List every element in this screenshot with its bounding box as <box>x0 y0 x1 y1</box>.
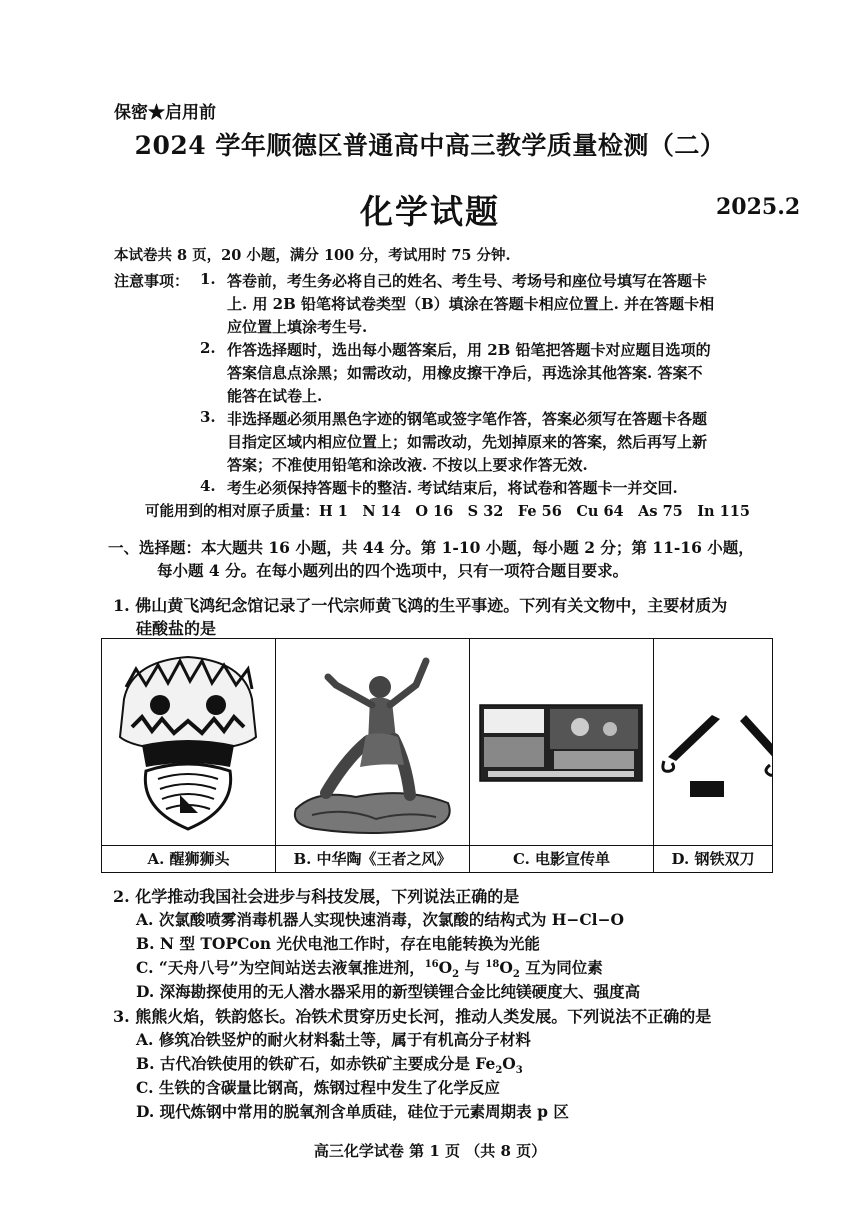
q2-option-d: D. 深海勘探使用的无人潜水器采用的新型镁锂合金比纯镁硬度大、强度高 <box>136 982 641 1001</box>
q1-caption-a: A. 醒狮狮头 <box>102 845 275 872</box>
q3-option-c: C. 生铁的含碳量比钢高，炼钢过程中发生了化学反应 <box>136 1078 500 1097</box>
page-footer: 高三化学试卷 第 1 页 （共 8 页） <box>313 1142 547 1160</box>
q1-caption-b: B. 中华陶《王者之风》 <box>276 845 469 872</box>
q1-stem-line-2: 硅酸盐的是 <box>136 619 217 638</box>
q3-option-b-text: B. 古代冶铁使用的铁矿石，如赤铁矿主要成分是 Fe <box>136 1054 496 1073</box>
isotope-16-symbol: O <box>438 958 453 977</box>
notice-item-2-line-3: 能答在试卷上. <box>227 387 323 405</box>
q1-caption-c: C. 电影宣传单 <box>470 845 653 872</box>
isotope-18-mass: 18 <box>485 958 500 970</box>
film-poster-image <box>470 639 652 846</box>
q3-option-d: D. 现代炼钢中常用的脱氧剂含单质硅，硅位于元素周期表 p 区 <box>136 1102 569 1121</box>
subject-title: 化学试题 <box>360 192 500 231</box>
lion-head-image <box>102 639 274 846</box>
q3-option-b <box>136 1052 523 1076</box>
q2-option-c-text-3: 互为同位素 <box>519 958 603 977</box>
notice-item-1-num: 1. <box>200 270 216 288</box>
q1-caption-d: D. 钢铁双刀 <box>654 845 772 872</box>
exam-title: 2024 学年顺德区普通高中高三教学质量检测（二） <box>134 131 726 160</box>
isotope-18-subscript: 2 <box>512 969 520 981</box>
notice-item-3-num: 3. <box>200 408 216 426</box>
isotope-16-subscript: 2 <box>452 969 460 981</box>
q2-option-c-text-1: C. “天舟八号”为空间站送去液氧推进剂， <box>136 958 425 977</box>
exam-date: 2025.2 <box>716 194 801 220</box>
exam-intro: 本试卷共 8 页，20 小题，满分 100 分，考试用时 75 分钟. <box>114 247 511 264</box>
q2-option-b: B. N 型 TOPCon 光伏电池工作时，存在电能转换为光能 <box>136 934 540 953</box>
q1-cell-d <box>654 639 772 872</box>
notice-item-1-line-2: 上. 用 2B 铅笔将试卷类型（B）填涂在答题卡相应位置上. 并在答题卡相 <box>227 295 715 313</box>
ceramic-statue-image <box>276 639 468 846</box>
q2-option-a: A. 次氯酸喷雾消毒机器人实现快速消毒，次氯酸的结构式为 H−Cl−O <box>136 910 625 929</box>
q1-cell-c <box>470 639 654 872</box>
atomic-masses: 可能用到的相对原子质量：H 1 N 14 O 16 S 32 Fe 56 Cu 64 As 75 In 115 <box>145 503 750 520</box>
q1-stem-line-1: 1. 佛山黄飞鸿纪念馆记录了一代宗师黄飞鸿的生平事迹。下列有关文物中，主要材质为 <box>113 596 728 615</box>
q1-cell-a <box>102 639 276 872</box>
notice-item-1-line-1: 答卷前，考生务必将自己的姓名、考生号、考场号和座位号填写在答题卡 <box>227 272 708 290</box>
notice-item-3-line-2: 目指定区域内相应位置上；如需改动，先划掉原来的答案，然后再写上新 <box>227 433 708 451</box>
notice-item-3-line-1: 非选择题必须用黑色字迹的钢笔或签字笔作答，答案必须写在答题卡各题 <box>227 410 708 428</box>
notice-item-2-line-2: 答案信息点涂黑；如需改动，用橡皮擦干净后，再选涂其他答案. 答案不 <box>227 364 703 382</box>
isotope-18-symbol: O <box>499 958 513 977</box>
q1-cell-b <box>276 639 470 872</box>
notice-item-2-num: 2. <box>200 339 216 357</box>
notice-item-4-line-1: 考生必须保持答题卡的整洁. 考试结束后，将试卷和答题卡一并交回. <box>227 479 678 497</box>
q3-option-a: A. 修筑冶铁竖炉的耐火材料黏土等，属于有机高分子材料 <box>136 1030 531 1049</box>
notice-item-1-line-3: 应位置上填涂考生号. <box>227 318 368 336</box>
section-1-line-2: 每小题 4 分。在每小题列出的四个选项中，只有一项符合题目要求。 <box>157 561 629 580</box>
twin-swords-image <box>654 639 772 846</box>
notice-item-3-line-3: 答案；不准使用铅笔和涂改液. 不按以上要求作答无效. <box>227 456 588 474</box>
notice-item-4-num: 4. <box>200 477 216 495</box>
q2-option-c-text-2: 与 <box>459 958 486 977</box>
q2-stem: 2. 化学推动我国社会进步与科技发展，下列说法正确的是 <box>113 887 520 906</box>
notice-label: 注意事项： <box>114 272 190 290</box>
q3-stem: 3. 熊熊火焰，铁韵悠长。冶铁术贯穿历史长河，推动人类发展。下列说法不正确的是 <box>113 1007 712 1026</box>
section-1-line-1: 一、选择题：本大题共 16 小题，共 44 分。第 1-10 小题，每小题 2 分；第 11-16 小题， <box>108 538 754 557</box>
fe2o3-sub-2: 2 <box>495 1065 503 1077</box>
fe2o3-sub-3: 3 <box>515 1065 523 1077</box>
isotope-16-mass: 16 <box>424 958 439 970</box>
q1-figure-table <box>101 638 773 873</box>
q2-option-c <box>136 956 603 980</box>
confidential-mark: 保密★启用前 <box>114 103 216 123</box>
notice-item-2-line-1: 作答选择题时，选出每小题答案后，用 2B 铅笔把答题卡对应题目选项的 <box>227 341 711 359</box>
fe2o3-oxygen: O <box>502 1054 516 1073</box>
